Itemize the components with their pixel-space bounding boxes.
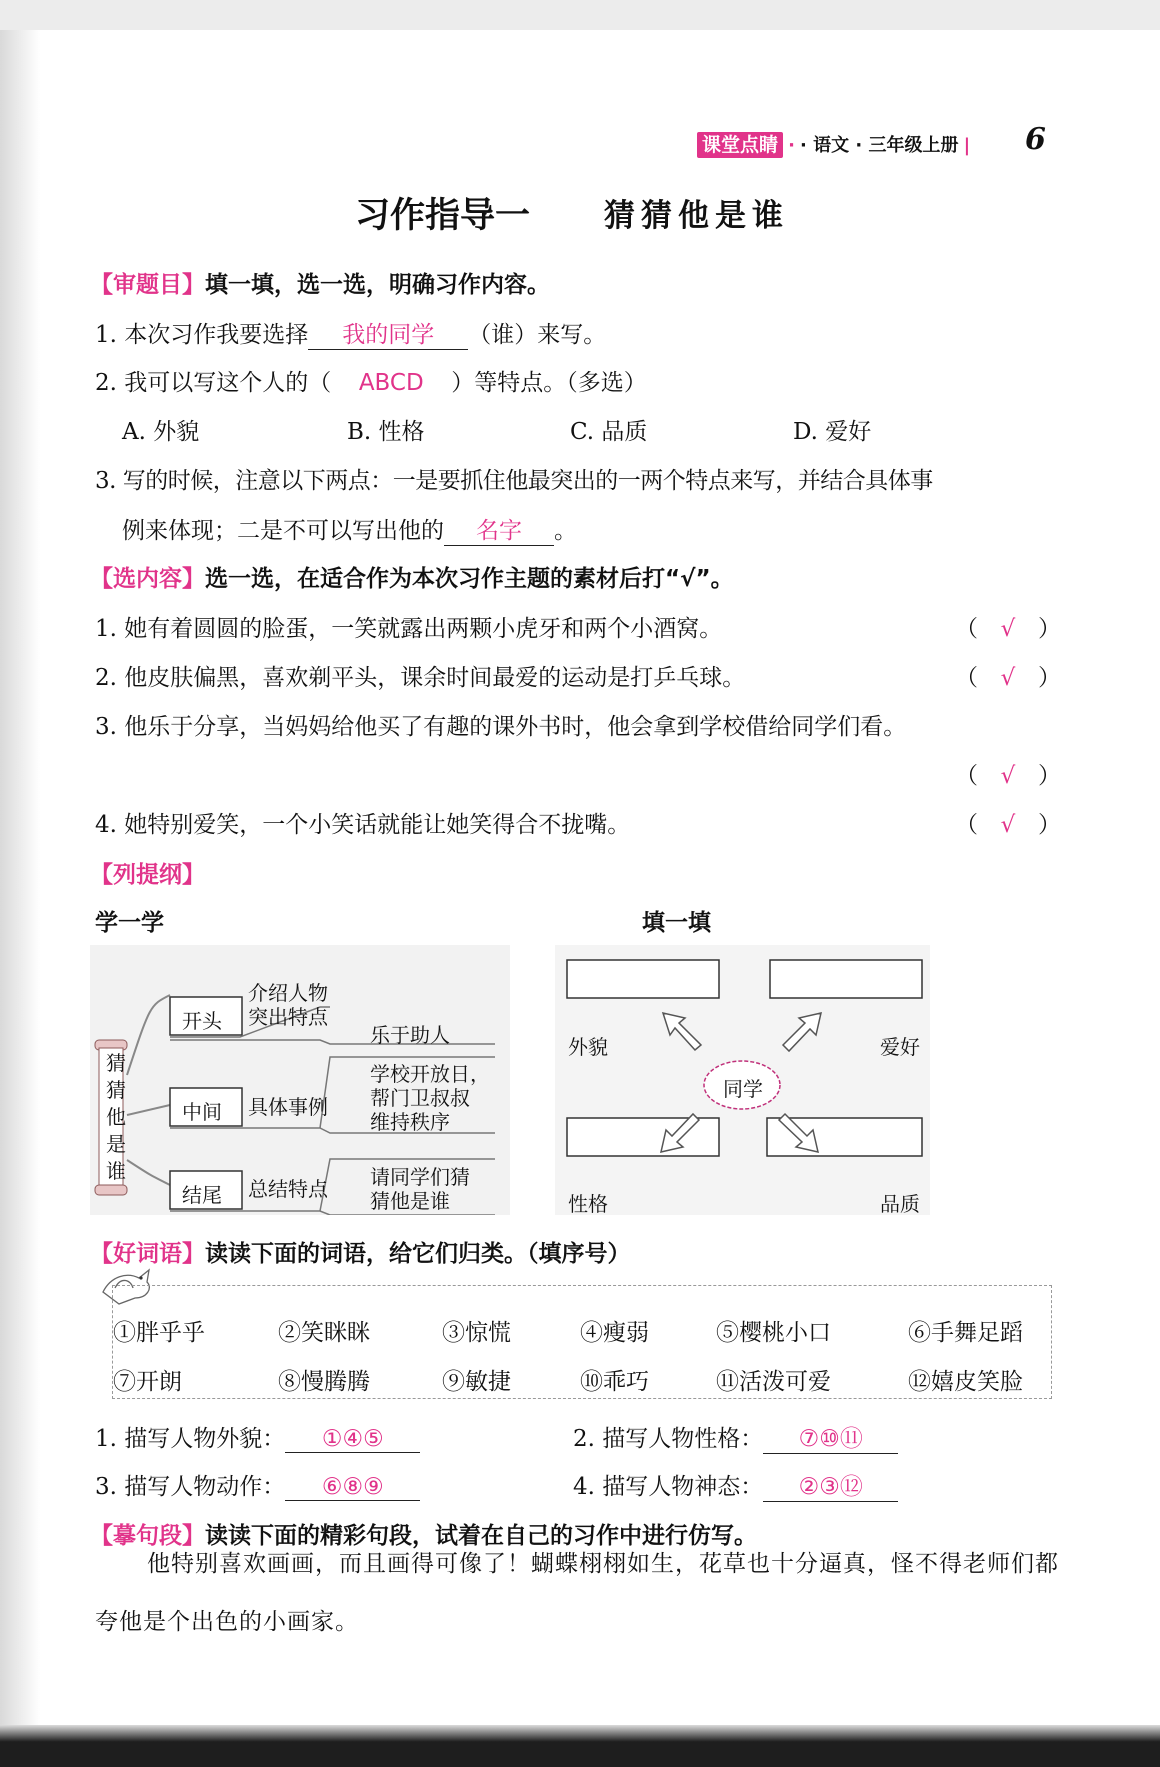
check-mark: √ [1000,665,1016,691]
word-9: ⑨敏捷 [442,1369,511,1395]
outline-mid-end: 总结特点 [248,1177,328,1201]
section-words-tag: 【好词语】 [90,1241,205,1267]
outline-right-middle: 学校开放日， 帮门卫叔叔 维持秩序 [370,1062,490,1134]
top-bar [0,0,1160,30]
bottom-bar [0,1725,1160,1767]
words-q4 [573,1468,898,1502]
paren-close: ） [1038,763,1061,789]
review-q2-answer: ABCD [358,370,424,396]
scroll-bottom-roll [95,1185,127,1195]
words-q1-label: 1. 描写人物外貌： [95,1426,286,1452]
outline-learn-title: 学一学 [95,910,164,936]
word-3: ③惊慌 [442,1320,511,1346]
words-q2-answer: ⑦⑩⑪ [763,1420,898,1454]
paren-close: ） [1038,616,1061,642]
header-separator: | [963,135,971,156]
review-q3-prefix: 例来体现；二是不可以写出他的 [122,518,444,544]
header-subject: · 语文 · 三年级上册 [800,135,959,156]
scroll-char: 他 [106,1105,126,1129]
words-q1 [95,1420,420,1453]
paren-close: ） [1038,665,1061,691]
outline-fill-title: 填一填 [642,910,711,936]
fill-label-appearance: 外貌 [568,1035,608,1059]
section-outline [90,856,205,889]
fill-label-personality: 性格 [568,1192,608,1216]
word-7: ⑦开朗 [113,1369,182,1395]
paren-open: （ [955,616,978,642]
select-check-3 [955,757,1061,790]
select-item-2: 2. 他皮肤偏黑，喜欢剃平头，课余时间最爱的运动是打乒乓球。 [95,665,746,691]
words-q3 [95,1468,420,1501]
paren-open: （ [955,665,978,691]
section-words-instruction: 读读下面的词语，给它们归类。（填序号） [205,1241,631,1267]
words-q3-answer: ⑥⑧⑨ [285,1474,420,1501]
outline-label-middle: 中间 [182,1100,222,1124]
bird-eye [139,1276,142,1279]
outline-mid-middle: 具体事例 [248,1095,328,1119]
fill-label-hobby: 爱好 [880,1035,920,1059]
word-2: ②笑眯眯 [278,1320,370,1346]
review-q3-line1: 3. 写的时候，注意以下两点：一是要抓住他最突出的一两个特点来写，并结合具体事 [95,468,933,494]
section-select-instruction: 选一选，在适合作为本次习作主题的素材后打“√”。 [205,566,734,592]
review-q3-suffix: 。 [554,518,577,544]
page-shadow [0,30,40,1725]
outline-label-start: 开头 [182,1009,222,1033]
section-select-tag: 【选内容】 [90,566,205,592]
review-option-c: C. 品质 [570,419,648,445]
section-imitate-instruction: 读读下面的精彩句段，试着在自己的习作中进行仿写。 [205,1523,757,1549]
scroll-char: 谁 [106,1159,126,1183]
imitate-paragraph [95,1535,1070,1651]
words-q4-label: 4. 描写人物神态： [573,1474,764,1500]
page-title: 习作指导一 [355,196,531,236]
check-mark: √ [1000,812,1016,838]
fill-box-hobby [770,960,922,998]
scroll-char: 猜 [106,1078,126,1102]
select-item-1: 1. 她有着圆圆的脸蛋，一笑就露出两颗小虎牙和两个小酒窝。 [95,616,723,642]
select-check-4 [955,806,1061,839]
review-q3-line2 [122,512,577,546]
scroll-char: 猜 [106,1051,126,1075]
review-q2-prefix: 2. 我可以写这个人的（ [95,370,332,396]
words-q2 [573,1420,898,1454]
paren-open: （ [955,763,978,789]
review-option-a: A. 外貌 [122,419,200,445]
review-q1-answer: 我的同学 [308,316,468,350]
section-review [90,266,550,299]
select-check-2 [955,659,1061,692]
review-q3-answer: 名字 [444,512,554,546]
document-page [0,30,1160,1725]
word-8: ⑧慢腾腾 [278,1369,370,1395]
words-q3-label: 3. 描写人物动作： [95,1474,286,1500]
words-q1-answer: ①④⑤ [285,1426,420,1453]
review-q2 [95,364,647,397]
imitate-paragraph-text: 他特别喜欢画画，而且画得可像了！蝴蝶栩栩如生，花草也十分逼真，怪不得老师们都夸他是个出色的小画家。 [95,1551,1059,1635]
word-6: ⑥手舞足蹈 [908,1320,1023,1346]
paren-close: ） [1038,812,1061,838]
section-outline-tag: 【列提纲】 [90,862,205,888]
fill-center-label: 同学 [723,1077,763,1101]
page-subtitle: 猜猜他是谁 [604,198,789,234]
section-words [90,1235,631,1268]
words-q4-answer: ②③⑫ [763,1468,898,1502]
outline-label-end: 结尾 [182,1183,222,1207]
header-badge: 课堂点睛 [697,132,783,158]
word-1: ①胖乎乎 [113,1320,205,1346]
select-check-1 [955,610,1061,643]
section-imitate-tag: 【摹句段】 [90,1523,205,1549]
section-review-tag: 【审题目】 [90,272,205,298]
words-q2-label: 2. 描写人物性格： [573,1426,764,1452]
review-q1-prefix: 1. 本次习作我要选择 [95,322,309,348]
word-12: ⑫嬉皮笑脸 [908,1369,1023,1395]
check-mark: √ [1000,763,1016,789]
paren-open: （ [955,812,978,838]
review-option-b: B. 性格 [347,419,425,445]
word-5: ⑤樱桃小口 [716,1320,831,1346]
word-4: ④瘦弱 [580,1320,649,1346]
select-item-3: 3. 他乐于分享，当妈妈给他买了有趣的课外书时，他会拿到学校借给同学们看。 [95,714,907,740]
word-10: ⑩乖巧 [580,1369,649,1395]
page-header [697,130,970,157]
section-review-instruction: 填一填，选一选，明确习作内容。 [205,272,550,298]
scroll-text [104,1050,128,1185]
word-11: ⑪活泼可爱 [716,1369,831,1395]
select-item-4: 4. 她特别爱笑，一个小笑话就能让她笑得合不拢嘴。 [95,812,631,838]
outline-right-start: 乐于助人 [370,1023,450,1047]
check-mark: √ [1000,616,1016,642]
fill-label-quality: 品质 [880,1192,920,1216]
review-q1-suffix: （谁）来写。 [468,322,607,348]
review-q1 [95,316,606,350]
outline-right-end: 请同学们猜 猜他是谁 [370,1165,470,1213]
review-option-d: D. 爱好 [793,419,872,445]
scroll-char: 是 [106,1132,126,1156]
review-q2-suffix: ）等特点。（多选） [451,370,647,396]
header-dot: · [788,135,795,156]
fill-box-appearance [567,960,719,998]
page-number: 6 [1025,122,1046,157]
section-select [90,560,734,593]
outline-mid-start: 介绍人物 突出特点 [248,981,328,1029]
